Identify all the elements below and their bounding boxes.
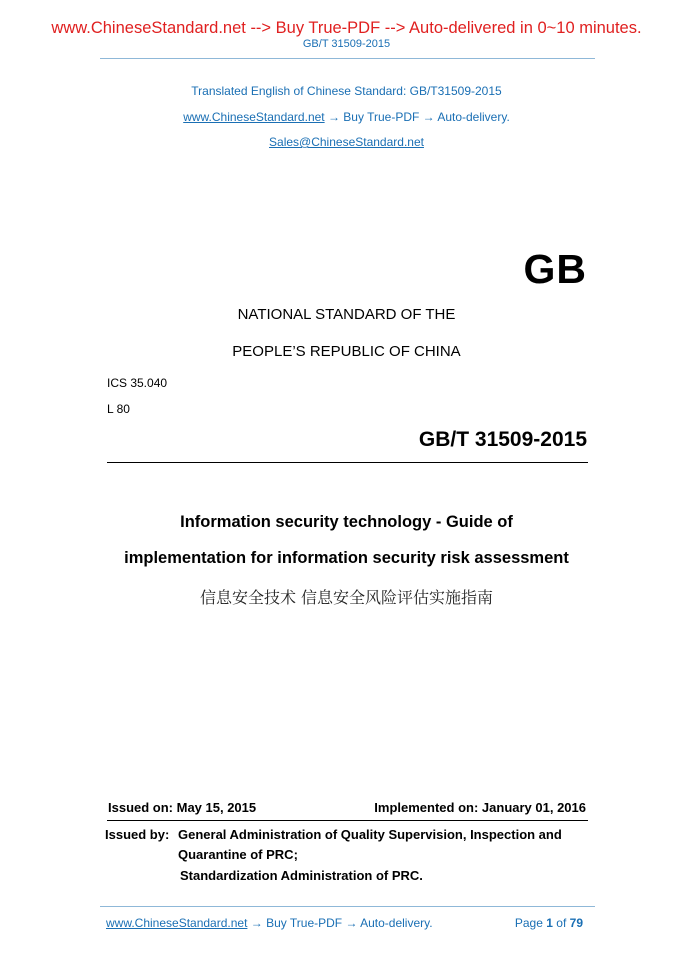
ics-code: ICS 35.040 [107, 376, 168, 390]
translation-links [0, 110, 693, 124]
header-divider [100, 58, 595, 59]
translation-note: Translated English of Chinese Standard: GB/T31509-2015 [191, 84, 502, 98]
buy-text: → Buy True-PDF → Auto-delivery. [324, 110, 510, 124]
footer-links [106, 916, 433, 930]
page-current: 1 [546, 916, 553, 930]
footer-divider [100, 906, 595, 907]
page-label: Page [514, 916, 543, 930]
national-standard-line1: NATIONAL STANDARD OF THE [237, 306, 456, 323]
sales-email-link[interactable]: Sales@ChineseStandard.net [269, 135, 424, 149]
title-cn: 信息安全技术 信息安全风险评估实施指南 [199, 588, 494, 607]
footer-buy-text: → Buy True-PDF → Auto-delivery. [247, 916, 433, 930]
page-total: 79 [569, 916, 583, 930]
gb-mark: GB [523, 246, 587, 292]
issuer-line1: General Administration of Quality Supervision, Inspection and [178, 827, 562, 842]
page-indicator [515, 916, 583, 930]
national-standard-line2: PEOPLE’S REPUBLIC OF CHINA [232, 343, 461, 360]
ccs-code: L 80 [107, 402, 130, 416]
issued-by-label: Issued by: [105, 827, 170, 842]
standard-code: GB/T 31509-2015 [418, 428, 587, 451]
footer-site-link[interactable]: www.ChineseStandard.net [106, 916, 248, 930]
header-standard-code: GB/T 31509-2015 [302, 38, 391, 50]
site-link[interactable]: www.ChineseStandard.net [183, 110, 325, 124]
issuer-line3: Standardization Administration of PRC. [180, 868, 423, 883]
issue-divider [107, 820, 588, 821]
implemented-on: Implemented on: January 01, 2016 [374, 800, 586, 815]
email-row [0, 135, 693, 149]
title-divider [107, 462, 588, 463]
title-en-line2: implementation for information security risk assessment [124, 549, 569, 567]
title-en-line1: Information security technology - Guide of [180, 513, 513, 531]
issuer-line2: Quarantine of PRC; [178, 847, 298, 862]
page-of: of [556, 916, 567, 930]
issued-on: Issued on: May 15, 2015 [108, 800, 257, 815]
promo-banner[interactable]: www.ChineseStandard.net --> Buy True-PDF --> Auto-delivered in 0~10 minutes. [51, 19, 642, 37]
